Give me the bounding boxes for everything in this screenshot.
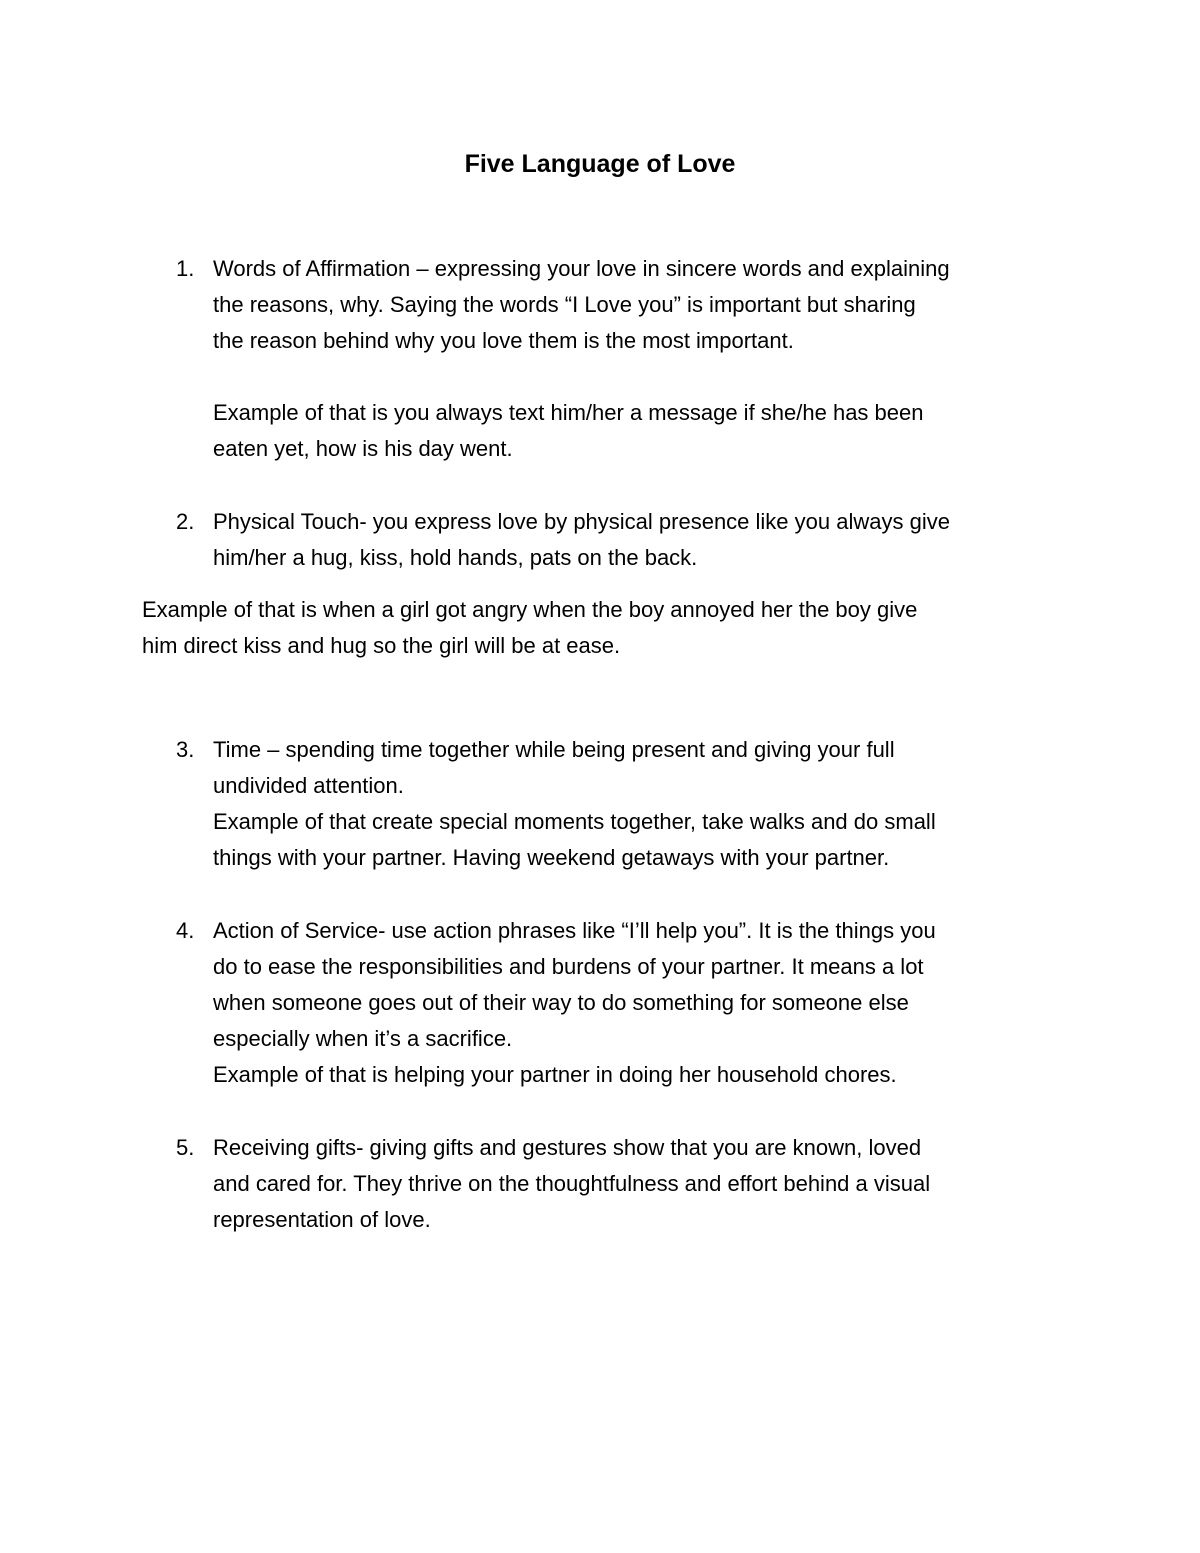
example-text-line: eaten yet, how is his day went. bbox=[213, 436, 513, 461]
item-text-line: Receiving gifts- giving gifts and gestures show that you are known, loved bbox=[213, 1135, 922, 1160]
item-text-line: Example of that is helping your partner in doing her household chores. bbox=[213, 1062, 897, 1087]
list-item bbox=[213, 913, 1083, 1093]
list-item bbox=[213, 1130, 1083, 1238]
example-text-line: Example of that is you always text him/her a message if she/he has been bbox=[213, 400, 924, 425]
item-text-line: Words of Affirmation – expressing your love in sincere words and explaining bbox=[213, 256, 950, 281]
item-text-line: undivided attention. bbox=[213, 773, 404, 798]
item-text-line: do to ease the responsibilities and burdens of your partner. It means a lot bbox=[213, 954, 924, 979]
item-text-line: representation of love. bbox=[213, 1207, 431, 1232]
item-number: 5. bbox=[176, 1135, 195, 1160]
page-title: Five Language of Love bbox=[464, 150, 736, 178]
item-number: 1. bbox=[176, 256, 195, 281]
item-text-line: and cared for. They thrive on the thoughtfulness and effort behind a visual bbox=[213, 1171, 931, 1196]
item-text-line: especially when it’s a sacrifice. bbox=[213, 1026, 513, 1051]
list-item bbox=[213, 504, 1083, 576]
item-text-line: Time – spending time together while being present and giving your full bbox=[213, 737, 895, 762]
item-text-line: when someone goes out of their way to do something for someone else bbox=[213, 990, 909, 1015]
item-text-line: things with your partner. Having weekend getaways with your partner. bbox=[213, 845, 890, 870]
item-number: 2. bbox=[176, 509, 195, 534]
item-text-line: Physical Touch- you express love by physical presence like you always give bbox=[213, 509, 950, 534]
item-number: 3. bbox=[176, 737, 195, 762]
item-example bbox=[213, 395, 1083, 467]
example-text-line: Example of that is when a girl got angry when the boy annoyed her the boy give bbox=[142, 597, 918, 622]
item-example bbox=[142, 592, 1082, 664]
item-text-line: Action of Service- use action phrases like “I’ll help you”. It is the things you bbox=[213, 918, 936, 943]
example-text-line: him direct kiss and hug so the girl will be at ease. bbox=[142, 633, 621, 658]
list-item bbox=[213, 251, 1083, 359]
item-text-line: him/her a hug, kiss, hold hands, pats on the back. bbox=[213, 545, 698, 570]
item-text-line: the reasons, why. Saying the words “I Love you” is important but sharing bbox=[213, 292, 916, 317]
item-text-line: the reason behind why you love them is the most important. bbox=[213, 328, 794, 353]
item-number: 4. bbox=[176, 918, 195, 943]
item-text-line: Example of that create special moments together, take walks and do small bbox=[213, 809, 936, 834]
list-item bbox=[213, 732, 1083, 876]
